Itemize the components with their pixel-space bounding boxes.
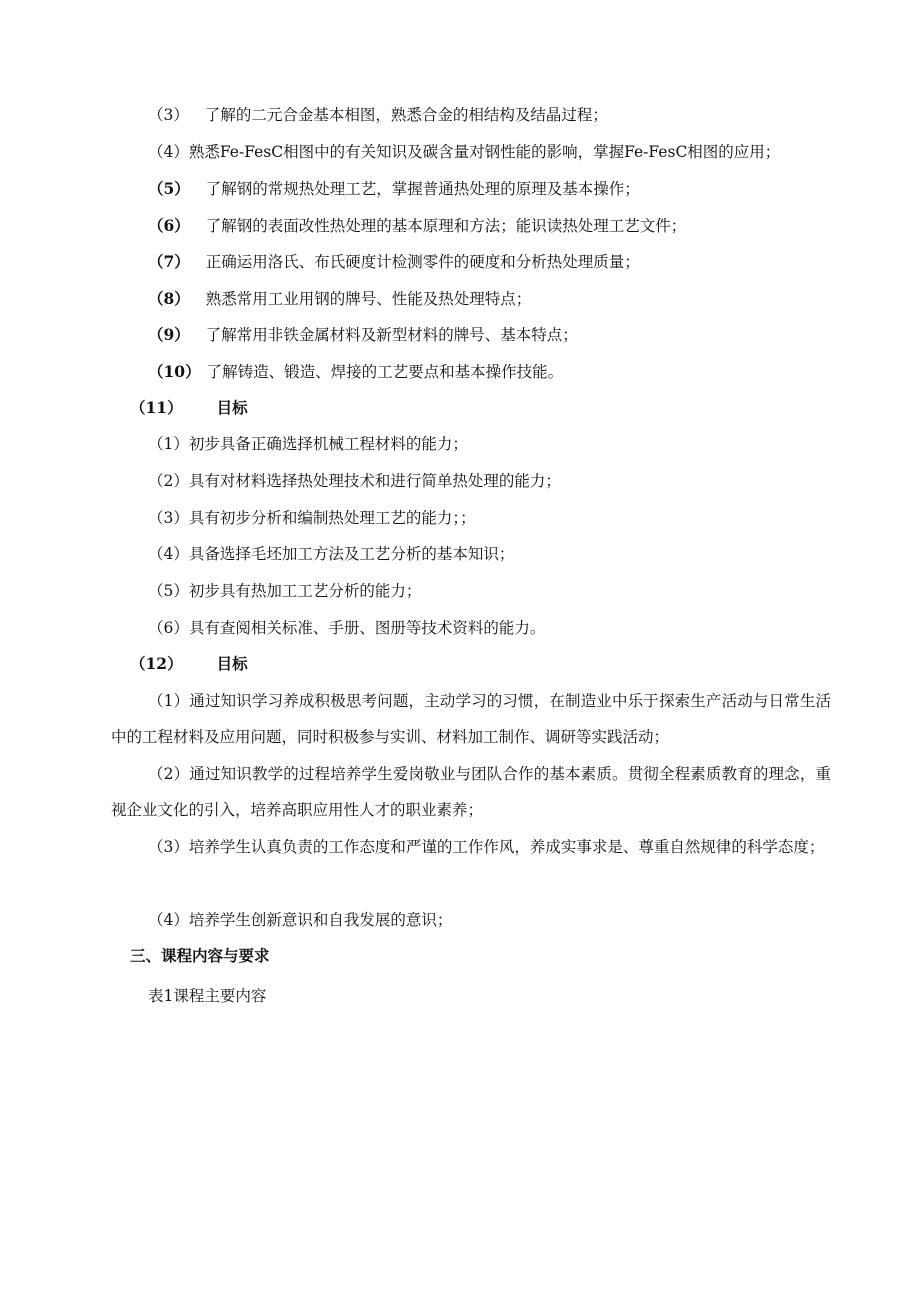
- knowledge-item: [148, 141, 780, 163]
- knowledge-item: [148, 251, 640, 273]
- item-text: 了解钢的常规热处理工艺，掌握普通热处理的原理及基本操作；: [205, 180, 640, 198]
- section-heading-11: [130, 397, 248, 419]
- item-text: 了解的二元合金基本相图，熟悉合金的相结构及结晶过程；: [204, 106, 608, 124]
- quality-paragraph: （1）通过知识学习养成积极思考问题，主动学习的习惯，在制造业中乐于探索生产活动与日常生活中的工程材料及应用问题，同时积极参与实训、材料加工制作、调研等实践活动；: [111, 692, 831, 746]
- knowledge-item: [148, 288, 531, 310]
- ability-item: （6）具有查阅相关标准、手册、图册等技术资料的能力。: [148, 619, 546, 637]
- section-number: （11）: [130, 398, 183, 417]
- item-text: 熟悉常用工业用钢的牌号、性能及热处理特点；: [205, 290, 532, 308]
- knowledge-item: [148, 104, 608, 126]
- quality-paragraph: （3）培养学生认真负责的工作态度和严谨的工作作风，养成实事求是、尊重自然规律的科学态度；: [148, 838, 825, 856]
- item-number: （7）: [148, 252, 190, 271]
- item-number: （6）: [148, 216, 190, 235]
- item-number: （9）: [148, 325, 190, 344]
- item-text: 了解铸造、锻造、焊接的工艺要点和基本操作技能。: [206, 363, 564, 381]
- quality-paragraph: （2）通过知识教学的过程培养学生爱岗敬业与团队合作的基本素质。贯彻全程素质教育的理念，重视企业文化的引入，培养高职应用性人才的职业素养；: [111, 765, 831, 819]
- section-number: （12）: [130, 654, 183, 673]
- item-number: （3）: [148, 106, 189, 124]
- knowledge-item: [148, 178, 640, 200]
- item-number: （4）: [148, 143, 189, 161]
- ability-item: （5）初步具有热加工工艺分析的能力；: [148, 582, 422, 600]
- section-heading-12: [130, 653, 248, 675]
- item-text: 熟悉Fe-FesC相图中的有关知识及碳含量对钢性能的影响，掌握Fe-FesC相图的应用；: [188, 143, 781, 161]
- item-number: （8）: [148, 289, 190, 308]
- quality-paragraph: （4）培养学生创新意识和自我发展的意识；: [148, 911, 453, 929]
- knowledge-item: [148, 324, 578, 346]
- table-caption: 表1课程主要内容: [148, 987, 267, 1005]
- ability-item: （1）初步具备正确选择机械工程材料的能力；: [148, 435, 468, 453]
- item-number: （5）: [148, 179, 190, 198]
- section-title: 目标: [216, 398, 248, 417]
- item-text: 正确运用洛氏、布氏硬度计检测零件的硬度和分析热处理质量；: [205, 253, 640, 271]
- knowledge-item: [148, 361, 563, 383]
- ability-item: （3）具有初步分析和编制热处理工艺的能力；；: [148, 509, 476, 527]
- knowledge-item: [148, 215, 686, 237]
- section-3-heading: 三、课程内容与要求: [130, 946, 270, 965]
- ability-item: （2）具有对材料选择热处理技术和进行简单热处理的能力；: [148, 472, 561, 490]
- section-title: 目标: [216, 654, 248, 673]
- ability-item: （4）具备选择毛坯加工方法及工艺分析的基本知识；: [148, 545, 515, 563]
- item-number: （10）: [148, 362, 201, 381]
- item-text: 了解常用非铁金属材料及新型材料的牌号、基本特点；: [205, 326, 578, 344]
- item-text: 了解钢的表面改性热处理的基本原理和方法；能识读热处理工艺文件；: [205, 217, 687, 235]
